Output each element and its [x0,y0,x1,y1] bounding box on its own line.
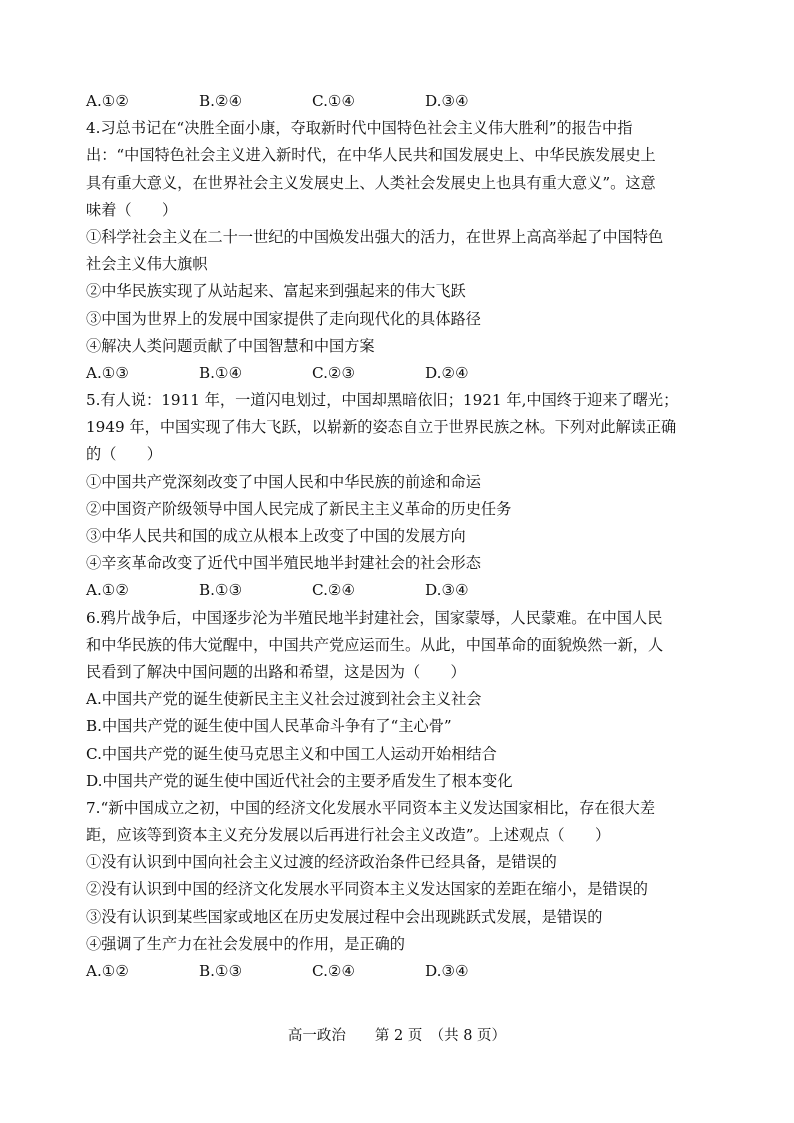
q4-option-d: D.②④ [425,363,469,382]
q5-stem-line: 1949 年，中国实现了伟大飞跃，以崭新的姿态自立于世界民族之林。下列对此解读正确 [86,418,677,437]
q4-item: ③中国为世界上的发展中国家提供了走向现代化的具体路径 [86,309,481,328]
q4-option-b: B.①④ [199,363,243,382]
q6-stem-line: 6.鸦片战争后，中国逐步沦为半殖民地半封建社会，国家蒙辱，人民蒙难。在中国人民 [86,608,663,627]
q3-option-d: D.③④ [425,92,469,110]
q5-option-c: C.②④ [312,581,356,600]
q4-item: 社会主义伟大旗帜 [86,255,208,274]
q7-item: ①没有认识到中国向社会主义过渡的经济政治条件已经具备，是错误的 [86,853,557,872]
q6-choice-a: A.中国共产党的诞生使新民主主义社会过渡到社会主义社会 [86,690,482,709]
q5-item: ③中华人民共和国的成立从根本上改变了中国的发展方向 [86,527,466,545]
q4-item: ①科学社会主义在二十一世纪的中国焕发出强大的活力，在世界上高高举起了中国特色 [86,227,664,246]
q3-option-a: A.①② [86,92,130,110]
q4-option-a: A.①③ [86,363,130,382]
q4-item: ②中华民族实现了从站起来、富起来到强起来的伟大飞跃 [86,282,466,301]
q4-stem-line: 4.习总书记在“决胜全面小康，夺取新时代中国特色社会主义伟大胜利”的报告中指 [86,119,633,138]
q7-option-c: C.②④ [312,962,356,980]
q5-option-b: B.①③ [199,581,243,600]
q4-options [86,360,710,387]
q7-option-a: A.①② [86,962,130,980]
exam-page [86,88,710,985]
q3-option-c: C.①④ [312,92,356,110]
q3-option-b: B.②④ [199,92,243,110]
q5-item: ②中国资产阶级领导中国人民完成了新民主主义革命的历史任务 [86,499,512,518]
q5-option-d: D.③④ [425,581,469,600]
q7-item: ④强调了生产力在社会发展中的作用，是正确的 [86,934,405,953]
q7-options [86,958,710,985]
q6-choice-d: D.中国共产党的诞生使中国近代社会的主要矛盾发生了根本变化 [86,771,513,790]
q5-item: ①中国共产党深刻改变了中国人民和中华民族的前途和命运 [86,472,481,491]
q7-stem-line: 距，应该等到资本主义充分发展以后再进行社会主义改造”。上述观点（ ） [86,826,611,845]
q7-item: ③没有认识到某些国家或地区在历史发展过程中会出现跳跃式发展，是错误的 [86,907,603,926]
question-6 [86,605,710,795]
q7-stem-line: 7.“新中国成立之初，中国的经济文化发展水平同资本主义发达国家相比，存在很大差 [86,798,656,817]
q7-item: ②没有认识到中国的经济文化发展水平同资本主义发达国家的差距在缩小，是错误的 [86,880,648,899]
q5-stem-line: 的（ ） [86,445,162,464]
q4-stem-line: 具有重大意义，在世界社会主义发展史上、人类社会发展史上也具有重大意义”。这意 [86,173,656,192]
q5-options [86,577,710,604]
q7-option-d: D.③④ [425,962,469,980]
q3-options [86,88,710,115]
q4-item: ④解决人类问题贡献了中国智慧和中国方案 [86,336,375,355]
q5-option-a: A.①② [86,581,130,600]
q5-item: ④辛亥革命改变了近代中国半殖民地半封建社会的社会形态 [86,554,481,573]
q4-stem-line: 味着（ ） [86,200,178,219]
q6-choice-c: C.中国共产党的诞生使马克思主义和中国工人运动开始相结合 [86,744,497,763]
q5-stem-line: 5.有人说：1911 年，一道闪电划过，中国却黑暗依旧；1921 年,中国终于迎来了曙光； [86,391,679,410]
q6-stem-line: 和中华民族的伟大觉醒中，中国共产党应运而生。从此，中国革命的面貌焕然一新，人 [86,635,664,654]
question-7 [86,795,710,985]
q7-option-b: B.①③ [199,962,243,980]
q4-option-c: C.②③ [312,363,356,382]
question-4 [86,115,710,387]
page-footer: 高一政治 第 2 页 （共 8 页） [287,1028,507,1044]
question-5 [86,387,710,605]
q6-stem-line: 民看到了解决中国问题的出路和希望，这是因为（ ） [86,662,466,681]
q6-choice-b: B.中国共产党的诞生使中国人民革命斗争有了“主心骨” [86,717,452,736]
q4-stem-line: 出：“中国特色社会主义进入新时代，在中华人民共和国发展史上、中华民族发展史上 [86,146,656,165]
